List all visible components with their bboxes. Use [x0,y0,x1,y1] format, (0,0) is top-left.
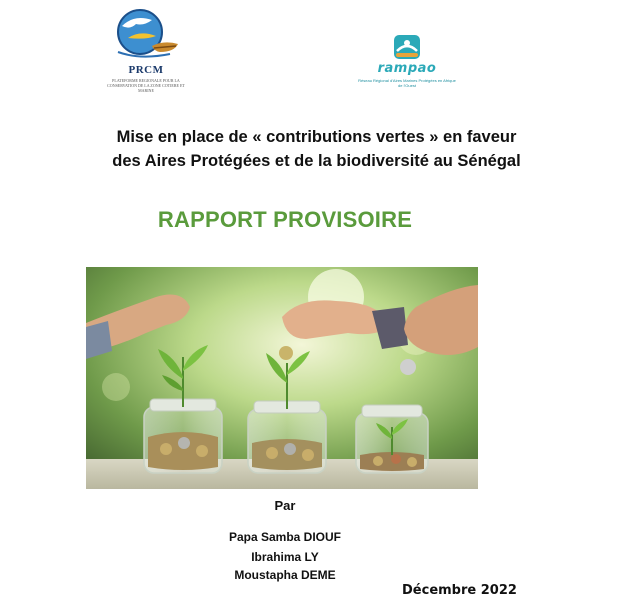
cover-photo [86,267,478,489]
author-name: Papa Samba DIOUF [228,530,342,544]
author-name: Moustapha DEME [234,568,336,582]
rampao-emblem-icon [356,33,458,61]
prcm-acronym: PRCM [128,64,164,76]
by-label: Par [274,498,296,513]
rampao-wordmark: rampao [377,61,437,76]
prcm-emblem-icon [100,4,192,66]
document-title-line-1: Mise en place de « contributions vertes » en faveur [116,128,517,146]
document-title-line-2: des Aires Protégées et de la biodiversité au Sénégal [112,152,521,170]
rampao-tagline: Réseau Régional d'Aires Marines Protégées en Afrique de l'Ouest [358,78,456,88]
rampao-logo [356,33,458,93]
author-name: Ibrahima LY [251,550,319,564]
report-status-heading: RAPPORT PROVISOIRE [157,207,413,232]
coins-jars-plants-image [86,267,478,489]
report-date: Décembre 2022 [402,583,517,598]
prcm-logo [100,4,192,93]
prcm-tagline: PLATEFORME REGIONALE POUR LA CONSERVATION DE LA ZONE COTIERE ET MARINE [107,78,185,93]
